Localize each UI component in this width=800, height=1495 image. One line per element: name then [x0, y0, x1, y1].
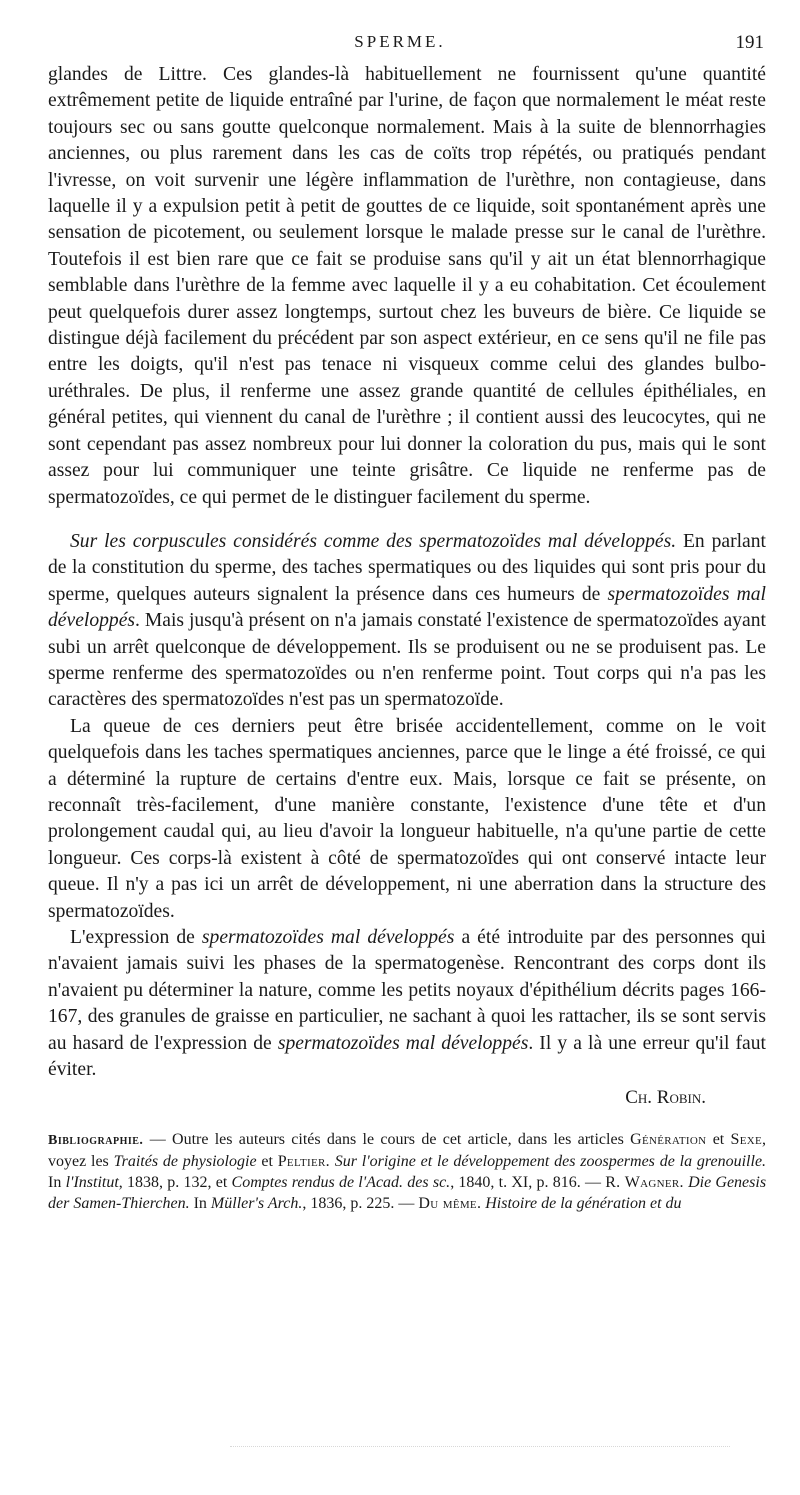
bib-article-sexe: Sexe [730, 1131, 763, 1149]
paragraph-corpuscles [48, 529, 766, 714]
faint-bleed-through-line [230, 1446, 730, 1449]
term-spermatozoides-1: spermatozoïdes mal développés [201, 927, 455, 948]
paragraph-corpuscles-text-b: . Mais jusqu'à présent on n'a jamais constaté l'existence de spermatozoïdes ayant subi un arrêt quelconque de développement. Ils se produisent ou ne se produisent pas. Le sperme renferme des spermatozoïdes ou n'en renferme point. Tout corps qui n'a pas les caractères des spermatozoïdes n'est pas un spermatozoïde. [48, 610, 766, 711]
paragraph-expression [48, 925, 766, 1083]
bib-text: , 1836, p. 225. — [302, 1195, 415, 1213]
bib-author-dumeme: Du même. [418, 1195, 482, 1213]
page-body [48, 62, 766, 1230]
bib-title-wagner: Die Genesis der Samen-Thierchen. [48, 1174, 767, 1213]
bib-text: , 1840, t. XI, p. 816. — [450, 1174, 601, 1192]
bib-text: et [261, 1153, 273, 1171]
paragraph-broken-tails: La queue de ces derniers peut être brisée accidentellement, comme on le voit quelquefois dans les taches spermatiques anciennes, parce que le linge a été froissé, ce qui a déterminé la rupture de certains d'entre eux. Mais, lorsque ce fait se présente, on reconnaît très-facilement, d'une manière constante, l'existence d'une tête et d'un prolongement caudal qui, au lieu d'avoir la longueur habituelle, n'a qu'une partie de cette longueur. Ces corps-là existent à côté de spermatozoïdes qui ont conservé intacte leur queue. Il n'y a pas ici un arrêt de développement, ni une aberration dans la structure des spermatozoïdes. [48, 715, 766, 922]
section-heading: Sur les corpuscules considérés comme des spermatozoïdes mal développés. [70, 530, 677, 552]
bib-journal-muller: Müller's Arch. [210, 1195, 303, 1213]
bib-journal-comptes: Comptes rendus de l'Acad. des sc. [231, 1174, 451, 1192]
bib-article-generation: Génération [630, 1131, 707, 1149]
page-number: 191 [735, 32, 764, 53]
bib-author-wagner: R. Wagner. [605, 1174, 684, 1192]
bib-title-histoire: Histoire de la génération et du [485, 1195, 682, 1213]
bib-text: , voyez les [48, 1131, 767, 1171]
paragraph-corpuscles-text-a: En parlant de la constitution du sperme, des taches spermatiques ou des liquides qui sont pris pour du sperme, quelques auteurs signalent la présence dans ces humeurs de [48, 530, 766, 605]
term-spermatozoides-2: spermatozoïdes mal développés [277, 1032, 529, 1054]
bib-text: — Outre les auteurs cités dans le cours de cet article, dans les articles [149, 1131, 624, 1149]
author-signature: Ch. Robin. [625, 1087, 706, 1109]
paragraph-expression-text-a: L'expression de [70, 927, 195, 948]
paragraph-expression-text-c: . Il y a là une erreur qu'il faut éviter. [48, 1032, 766, 1081]
bibliography-label: Bibliographie. [48, 1133, 144, 1149]
bib-text: In [193, 1195, 207, 1213]
bibliography [48, 1129, 766, 1214]
bib-text: et [712, 1131, 725, 1149]
bib-title-peltier: Sur l'origine et le développement des zoospermes de la grenouille. [334, 1153, 767, 1171]
bib-author-peltier: Peltier. [277, 1153, 330, 1171]
bib-text: , 1838, p. 132, et [118, 1174, 228, 1192]
paragraph-expression-text-b: a été introduite par des personnes qui n'avaient jamais suivi les phases de la spermatogenèse. Rencontrant des corps dont ils n'avaient pu déterminer la nature, comme les petits noyaux d'épithélium décrits pages 166-167, des granules de graisse en particulier, ne sachant à quoi les rattacher, ils se sont servis au hasard de l'expression de [48, 927, 766, 1054]
bib-journal-institut: l'Institut [65, 1174, 119, 1192]
term-spermatozoides: spermatozoïdes mal développés [48, 583, 766, 632]
page-header [0, 30, 800, 56]
running-title: SPERME. [354, 32, 446, 51]
paragraph-urethral-glands: glandes de Littre. Ces glandes-là habituellement ne fournissent qu'une quantité extrêmement petite de liquide entraîné par l'urine, de façon que normalement le méat reste toujours sec ou sans goutte quelconque normalement. Mais à la suite de blennorrhagies anciennes, ou plus rarement dans les cas de coïts trop répétés, ou pratiqués pendant l'ivresse, on voit survenir une légère inflammation de l'urèthre, non contagieuse, dans laquelle il y a expulsion petit à petit de gouttes de ce liquide, soit spontanément après une sensation de picotement, ou seulement lorsque le malade presse sur le canal de l'urèthre. Toutefois il est bien rare que ce fait se produise sans qu'il y ait un état blennorrhagique semblable dans l'urèthre de la femme avec laquelle il y a eu cohabitation. Cet écoulement peut quelquefois durer assez longtemps, surtout chez les buveurs de bière. Ce liquide se distingue déjà facilement du précédent par son aspect extérieur, en ce sens qu'il ne file pas entre les doigts, qu'il n'est pas tenace ni visqueux comme celui des glandes bulbo-uréthrales. De plus, il renferme une assez grande quantité de cellules épithéliales, en général petites, qui viennent du canal de l'urèthre ; il contient aussi des leucocytes, qui ne sont cependant pas assez nombreux pour lui donner la coloration du pus, mais qui le sont assez pour lui communiquer une teinte grisâtre. Ce liquide ne renferme pas de spermatozoïdes, ce qui permet de le distinguer facilement du sperme. [48, 64, 766, 508]
bib-text: In [48, 1174, 62, 1192]
bib-title-traites: Traités de physiologie [113, 1153, 257, 1171]
